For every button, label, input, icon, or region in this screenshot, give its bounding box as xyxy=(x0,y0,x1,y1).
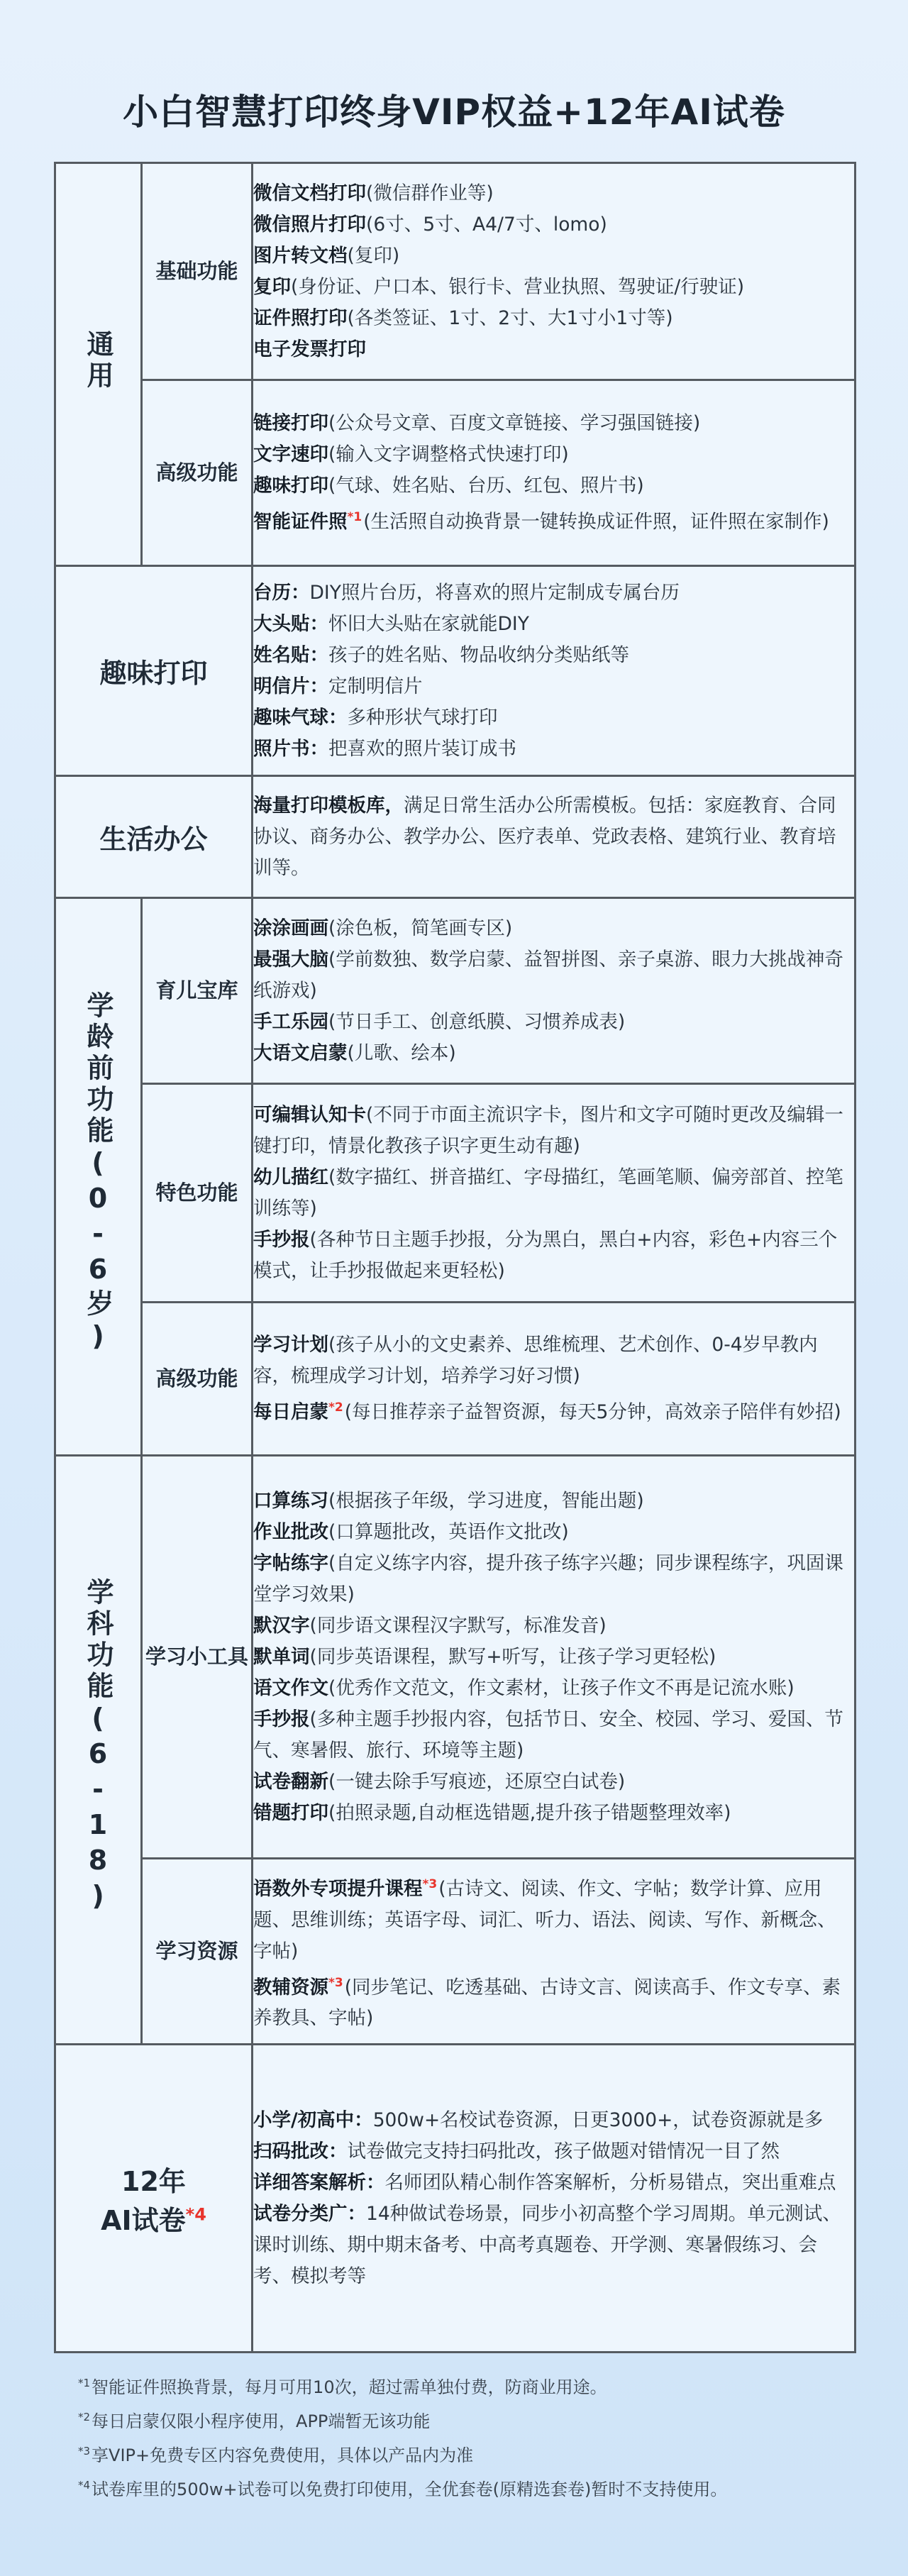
list-item: 证件照打印(各类签证、1寸、2寸、大1寸小1寸等) xyxy=(253,306,673,329)
content-school-tools xyxy=(253,1456,856,1859)
footnote-item: $^{*3}$享VIP+免费专区内容免费使用，具体以产品内为准 xyxy=(78,2445,474,2465)
list-item: 智能证件照$^{*1}$(生活照自动换背景一键转换成证件照，证件照在家制作) xyxy=(253,510,829,533)
subcategory-advanced: 高级功能 xyxy=(142,1303,253,1456)
list-item: 试卷分类广：14种做试卷场景，同步小初高整个学习周期。单元测试、课时训练、期中期末备考、中高考真题卷、开学测、寒暑假练习、会考、模拟考等 xyxy=(253,2202,841,2287)
list-item: 教辅资源$^{*3}$(同步笔记、吃透基础、古诗文言、阅读高手、作文专享、素养教具、字帖) xyxy=(253,1975,841,2030)
list-item: 学习计划(孩子从小的文史素养、思维梳理、艺术创作、0-4岁早教内容，梳理成学习计划，培养学习好习惯) xyxy=(253,1334,818,1388)
list-item: 幼儿描红(数字描红、拼音描红、字母描红，笔画笔顺、偏旁部首、控笔训练等) xyxy=(253,1166,843,1220)
list-item: 大语文启蒙(儿歌、绘本) xyxy=(253,1041,456,1064)
footnote-item: $^{*1}$智能证件照换背景，每月可用10次，超过需单独付费，防商业用途。 xyxy=(78,2377,607,2397)
row-office xyxy=(55,776,856,898)
list-item: 小学/初高中：500w+名校试卷资源，日更3000+，试卷资源就是多 xyxy=(253,2108,824,2131)
subcategory-advanced: 高级功能 xyxy=(142,380,253,566)
footnote-item: $^{*2}$每日启蒙仅限小程序使用，APP端暂无该功能 xyxy=(78,2411,431,2431)
footnotes xyxy=(78,2368,865,2504)
subcategory-tools: 学习小工具 xyxy=(142,1456,253,1859)
subcategory-parenting: 育儿宝库 xyxy=(142,898,253,1084)
row-school-tools xyxy=(55,1456,856,1859)
footnote-marker: *2 xyxy=(328,1400,343,1415)
list-item: 错题打印(拍照录题,自动框选错题,提升孩子错题整理效率) xyxy=(253,1801,731,1824)
list-item: 涂涂画画(涂色板，简笔画专区) xyxy=(253,917,513,939)
list-item: 可编辑认知卡(不同于市面主流识字卡，图片和文字可随时更改及编辑一键打印，情景化教孩子识字更生动有趣) xyxy=(253,1103,843,1157)
list-item: 姓名贴：孩子的姓名贴、物品收纳分类贴纸等 xyxy=(253,643,629,666)
content-general-basic xyxy=(253,163,856,380)
list-item: 最强大脑(学前数独、数学启蒙、益智拼图、亲子桌游、眼力大挑战神奇纸游戏) xyxy=(253,948,843,1002)
row-preschool-advanced xyxy=(55,1303,856,1456)
list-item: 手工乐园(节日手工、创意纸膜、习惯养成表) xyxy=(253,1010,626,1033)
row-preschool-featured xyxy=(55,1084,856,1303)
content-ai-exams xyxy=(253,2045,856,2353)
content-general-advanced xyxy=(253,380,856,566)
list-item: 趣味气球：多种形状气球打印 xyxy=(253,706,498,729)
list-item: 大头贴：怀旧大头贴在家就能DIY xyxy=(253,612,529,635)
row-preschool-parenting xyxy=(55,898,856,1084)
list-item: 默汉字(同步语文课程汉字默写，标准发音) xyxy=(253,1614,607,1637)
list-item: 明信片：定制明信片 xyxy=(253,675,423,697)
list-item: 详细答案解析：名师团队精心制作答案解析，分析易错点，突出重难点 xyxy=(253,2171,836,2194)
category-preschool: 学龄前功能(0-6岁) xyxy=(55,898,142,1456)
row-school-resources xyxy=(55,1859,856,2045)
list-item: 试卷翻新(一键去除手写痕迹，还原空白试卷) xyxy=(253,1770,626,1793)
list-item: 语数外专项提升课程$^{*3}$(古诗文、阅读、作文、字帖；数学计算、应用题、思维训练；英语字母、词汇、听力、语法、阅读、写作、新概念、字帖) xyxy=(253,1876,836,1962)
list-item: 照片书：把喜欢的照片装订成书 xyxy=(253,737,516,760)
category-office: 生活办公 xyxy=(55,776,253,898)
list-item: 手抄报(各种节日主题手抄报，分为黑白，黑白+内容，彩色+内容三个模式，让手抄报做起来更轻松) xyxy=(253,1228,838,1282)
footnote-marker: *3 xyxy=(422,1876,438,1891)
subcategory-featured: 特色功能 xyxy=(142,1084,253,1303)
row-general-basic xyxy=(55,163,856,380)
list-item: 电子发票打印 xyxy=(253,338,366,360)
content-office xyxy=(253,776,856,898)
content-preschool-advanced xyxy=(253,1303,856,1456)
list-item: 扫码批改：试卷做完支持扫码批改，孩子做题对错情况一目了然 xyxy=(253,2140,780,2162)
list-item: 趣味打印(气球、姓名贴、台历、红包、照片书) xyxy=(253,475,644,497)
list-item: 字帖练字(自定义练字内容，提升孩子练字兴趣；同步课程练字，巩固课堂学习效果) xyxy=(253,1552,843,1605)
row-fun xyxy=(55,566,856,776)
list-item: 微信文档打印(微信群作业等) xyxy=(253,182,494,204)
content-fun xyxy=(253,566,856,776)
benefits-table xyxy=(54,162,856,2353)
list-item: 语文作文(优秀作文范文，作文素材，让孩子作文不再是记流水账) xyxy=(253,1676,794,1699)
list-item: 每日启蒙$^{*2}$(每日推荐亲子益智资源，每天5分钟，高效亲子陪伴有妙招) xyxy=(253,1400,841,1423)
footnote-item: $^{*4}$试卷库里的500w+试卷可以免费打印使用，全优套卷(原精选套卷)暂时不支持使用。 xyxy=(78,2479,728,2499)
list-item: 复印(身份证、户口本、银行卡、营业执照、驾驶证/行驶证) xyxy=(253,275,745,298)
row-ai-exams xyxy=(55,2045,856,2353)
list-item: 链接打印(公众号文章、百度文章链接、学习强国链接) xyxy=(253,412,701,435)
list-item: 微信照片打印(6寸、5寸、A4/7寸、lomo) xyxy=(253,213,607,236)
content-preschool-parenting xyxy=(253,898,856,1084)
row-general-advanced xyxy=(55,380,856,566)
page-title: 小白智慧打印终身VIP权益+12年AI试卷 xyxy=(123,92,785,133)
list-item: 默单词(同步英语课程，默写+听写，让孩子学习更轻松) xyxy=(253,1645,716,1668)
category-general: 通用 xyxy=(55,163,142,566)
footnote-marker: *4 xyxy=(185,2204,206,2224)
list-item: 图片转文档(复印) xyxy=(253,244,400,267)
list-item: 作业批改(口算题批改，英语作文批改) xyxy=(253,1520,569,1543)
list-item: 海量打印模板库，满足日常生活办公所需模板。包括：家庭教育、合同协议、商务办公、教学办公、医疗表单、党政表格、建筑行业、教育培训等。 xyxy=(253,794,836,879)
subcategory-resources: 学习资源 xyxy=(142,1859,253,2045)
footnote-marker: *1 xyxy=(347,510,362,525)
list-item: 手抄报(多种主题手抄报内容，包括节日、安全、校园、学习、爱国、节气、寒暑假、旅行、环境等主题) xyxy=(253,1708,843,1762)
list-item: 文字速印(输入文字调整格式快速打印) xyxy=(253,443,569,466)
subcategory-basic: 基础功能 xyxy=(142,163,253,380)
content-school-resources xyxy=(253,1859,856,2045)
content-preschool-featured xyxy=(253,1084,856,1303)
list-item: 台历：DIY照片台历，将喜欢的照片定制成专属台历 xyxy=(253,581,680,604)
footnote-marker: *3 xyxy=(328,1975,343,1990)
category-fun: 趣味打印 xyxy=(55,566,253,776)
category-ai-exams: 12年 AI试卷$^{*4}$ xyxy=(55,2045,253,2353)
category-school: 学科功能(6-18) xyxy=(55,1456,142,2045)
list-item: 口算练习(根据孩子年级，学习进度，智能出题) xyxy=(253,1489,644,1512)
